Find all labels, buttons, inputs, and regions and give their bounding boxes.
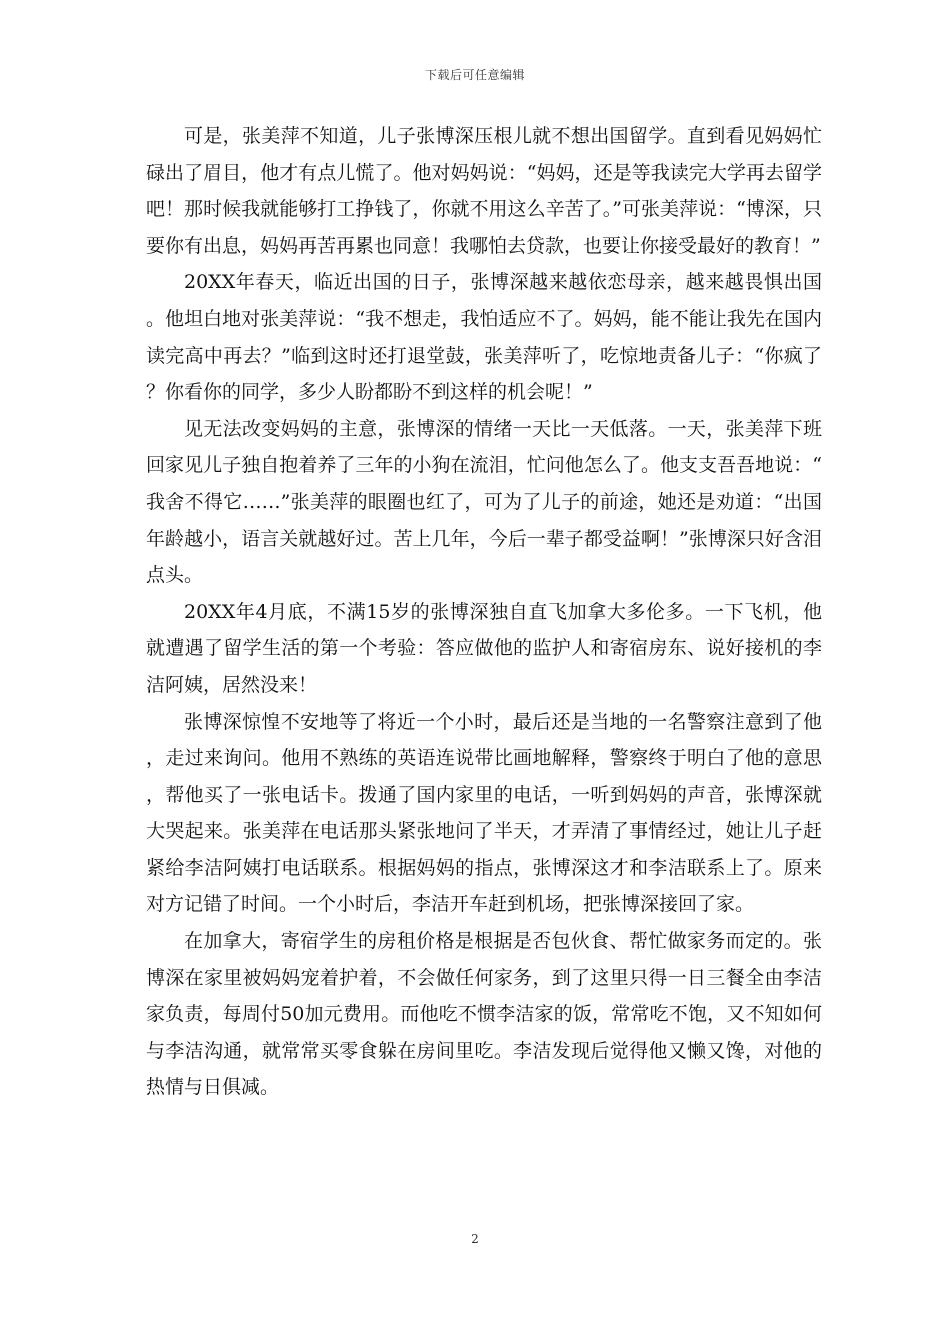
paragraph: 20XX年春天，临近出国的日子，张博深越来越依恋母亲，越来越畏惧出国。他坦白地对张美萍说：“我不想走，我怕适应不了。妈妈，能不能让我先在国内读完高中再去？”临到这时还打退堂鼓，张美萍听了，吃惊地责备儿子：“你疯了？你看你的同学，多少人盼都盼不到这样的机会呢！” — [146, 271, 822, 404]
body-text — [146, 118, 822, 1106]
paragraph: 可是，张美萍不知道，儿子张博深压根儿就不想出国留学。直到看见妈妈忙碌出了眉目，他才有点儿慌了。他对妈妈说：“妈妈，还是等我读完大学再去留学吧！那时候我就能够打工挣钱了，你就不用这么辛苦了。”可张美萍说：“博深，只要你有出息，妈妈再苦再累也同意！我哪怕去贷款，也要让你接受最好的教育！” — [146, 125, 822, 257]
paragraph: 见无法改变妈妈的主意，张博深的情绪一天比一天低落。一天，张美萍下班回家见儿子独自抱着养了三年的小狗在流泪，忙问他怎么了。他支支吾吾地说：“我舍不得它……”张美萍的眼圈也红了，可为了儿子的前途，她还是劝道：“出国年龄越小，语言关就越好过。苦上几年，今后一辈子都受益啊！”张博深只好含泪点头。 — [146, 417, 822, 587]
paragraph: 20XX年4月底，不满15岁的张博深独自直飞加拿大多伦多。一下飞机，他就遭遇了留学生活的第一个考验：答应做他的监护人和寄宿房东、说好接机的李洁阿姨，居然没来！ — [146, 600, 822, 696]
paragraph: 张博深惊惶不安地等了将近一个小时，最后还是当地的一名警察注意到了他，走过来询问。他用不熟练的英语连说带比画地解释，警察终于明白了他的意思，帮他买了一张电话卡。拨通了国内家里的电话，一听到妈妈的声音，张博深就大哭起来。张美萍在电话那头紧张地问了半天，才弄清了事情经过，她让儿子赶紧给李洁阿姨打电话联系。根据妈妈的指点，张博深这才和李洁联系上了。原来对方记错了时间。一个小时后，李洁开车赶到机场，把张博深接回了家。 — [146, 710, 822, 916]
page-number: 2 — [471, 1232, 479, 1246]
page-header: 下载后可任意编辑 — [424, 68, 525, 82]
paragraph: 在加拿大，寄宿学生的房租价格是根据是否包伙食、帮忙做家务而定的。张博深在家里被妈妈宠着护着，不会做任何家务，到了这里只得一日三餐全由李洁家负责，每周付50加元费用。而他吃不惯李洁家的饭，常常吃不饱，又不知如何与李洁沟通，就常常买零食躲在房间里吃。李洁发现后觉得他又懒又馋，对他的热情与日俱减。 — [146, 930, 822, 1099]
